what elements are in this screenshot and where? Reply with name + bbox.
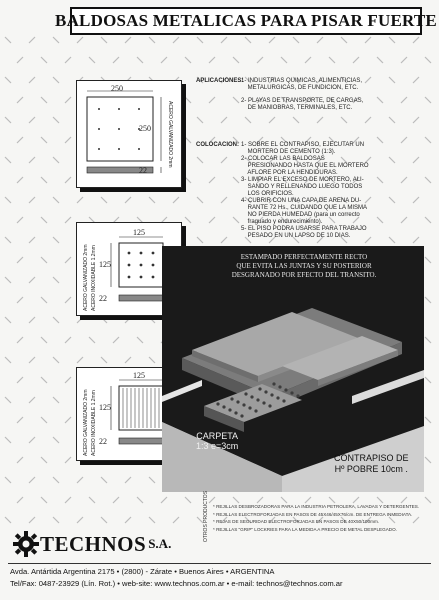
photo-caption xyxy=(214,253,394,280)
tile2-width: 125 xyxy=(133,228,145,237)
tile3-thickness: 22 xyxy=(99,437,107,446)
tile1-side-label: ACERO GALVANIZADO 2mm xyxy=(167,101,173,168)
otros-productos-text: OTROS PRODUCTOS xyxy=(203,490,209,542)
carpeta-line-1: CARPETA xyxy=(196,431,239,441)
tile1-height: 250 xyxy=(139,124,151,133)
tile2-side-label-2: ACERO INOXIDABLE 1.2mm xyxy=(91,245,97,311)
tile2-thickness: 22 xyxy=(99,294,107,303)
company-address: Avda. Antártida Argentina 2175 • (2800) - Zárate • Buenos Aires • ARGENTINA xyxy=(10,567,275,576)
tile-drawing-250 xyxy=(76,80,182,188)
floor-section-photo xyxy=(162,246,424,492)
tile1-width: 250 xyxy=(111,84,123,93)
tile3-side-label-2: ACERO INOXIDABLE 1.2mm xyxy=(91,390,97,456)
colocacion-label: COLOCACION: xyxy=(196,142,239,148)
gear-icon xyxy=(12,530,40,558)
page-title: BALDOSAS METALICAS PARA PISAR FUERTE xyxy=(55,11,437,30)
tile3-width: 125 xyxy=(133,371,145,380)
tile3-height: 125 xyxy=(99,403,111,412)
company-suffix: S.A. xyxy=(148,536,172,551)
tile1-thickness: 22 xyxy=(139,166,147,175)
title-box xyxy=(55,7,437,35)
company-contact: Tel/Fax: 0487-23929 (Lín. Rot.) • web-site: www.technos.com.ar • e-mail: technos@technos.com.ar xyxy=(10,579,343,588)
aplicaciones-item-2: 2- PLAYAS DE TRANSPORTE, DE CARGAS, DE MANIOBRAS, TERMINALES, ETC. xyxy=(241,98,364,111)
carpeta-label xyxy=(196,431,238,451)
otros-productos-list: * REJILLAS DESBROZADORAS PARA LA INDUSTRIA PETROLERA, LAVADAS Y DETERGENTES. * REJILLAS ELECTROFORJADAS EN PASOS DE 45X46/45X76/cm. DE ENTREGA INMEDIATA. * REJAS DE SEGURIDAD ELECTROFORJADAS EN PASOS DE 40X50/100mm. * REJILLAS "GRIP" LOCKRIES PARA LA MEDIDA A PRECIO DE METAL DESPLEGADO. xyxy=(213,504,420,532)
tile2-side-label-1: ACERO GALVANIZADO 2mm xyxy=(83,244,89,311)
photo-caption-line-3: DESGRANADO POR EFECTO DEL TRANSITO. xyxy=(231,271,377,279)
photo-caption-line-1: ESTAMPADO PERFECTAMENTE RECTO xyxy=(240,253,368,261)
otros-productos-label xyxy=(203,490,213,542)
carpeta-line-2: 1:3 e=3cm xyxy=(196,441,239,451)
company-logo xyxy=(12,530,171,558)
colocacion-steps: 1- SOBRE EL CONTRAPISO, EJECUTAR UN MORTERO DE CEMENTO (1:3). 2- COLOCAR LAS BALDOSAS PRESIONANDO HASTA QUE EL MORTERO AFLORE POR LA HENDIDURAS. 3- LIMPIAR EL EXCESO DE MORTERO, ALI- SANDO Y RELLENANDO LUEGO TODOS LOS ORIFICIOS. 4- CUBRIR CON UNA CAPA DE ARENA DU- RANTE 72 Hs., CUIDANDO QUE LA MISMA NO PIERDA HUMEDAD (para un correcto fraguado y endurecimiento). 5- EL PISO PODRA USARSE PARA TRABAJO PESADO EN UN LAPSO DE 10 DIAS. xyxy=(241,142,369,239)
footer-divider xyxy=(8,563,431,564)
tile3-side-label-1: ACERO GALVANIZADO 2mm xyxy=(83,389,89,456)
aplicaciones-item-1: 1- INDUSTRIAS QUIMICAS, ALIMENTICIAS, METALURGICAS, DE FUNDICION, ETC. xyxy=(241,78,363,91)
tile2-height: 125 xyxy=(99,260,111,269)
aplicaciones-label: APLICACIONES: xyxy=(196,78,244,84)
contrapiso-line-1: CONTRAPISO DE xyxy=(334,453,409,463)
photo-caption-line-2: QUE EVITA LAS JUNTAS Y SU POSTERIOR xyxy=(236,262,372,270)
company-name: TECHNOS xyxy=(40,531,147,556)
contrapiso-label xyxy=(334,453,409,475)
contrapiso-line-2: Hº POBRE 10cm . xyxy=(334,464,408,474)
